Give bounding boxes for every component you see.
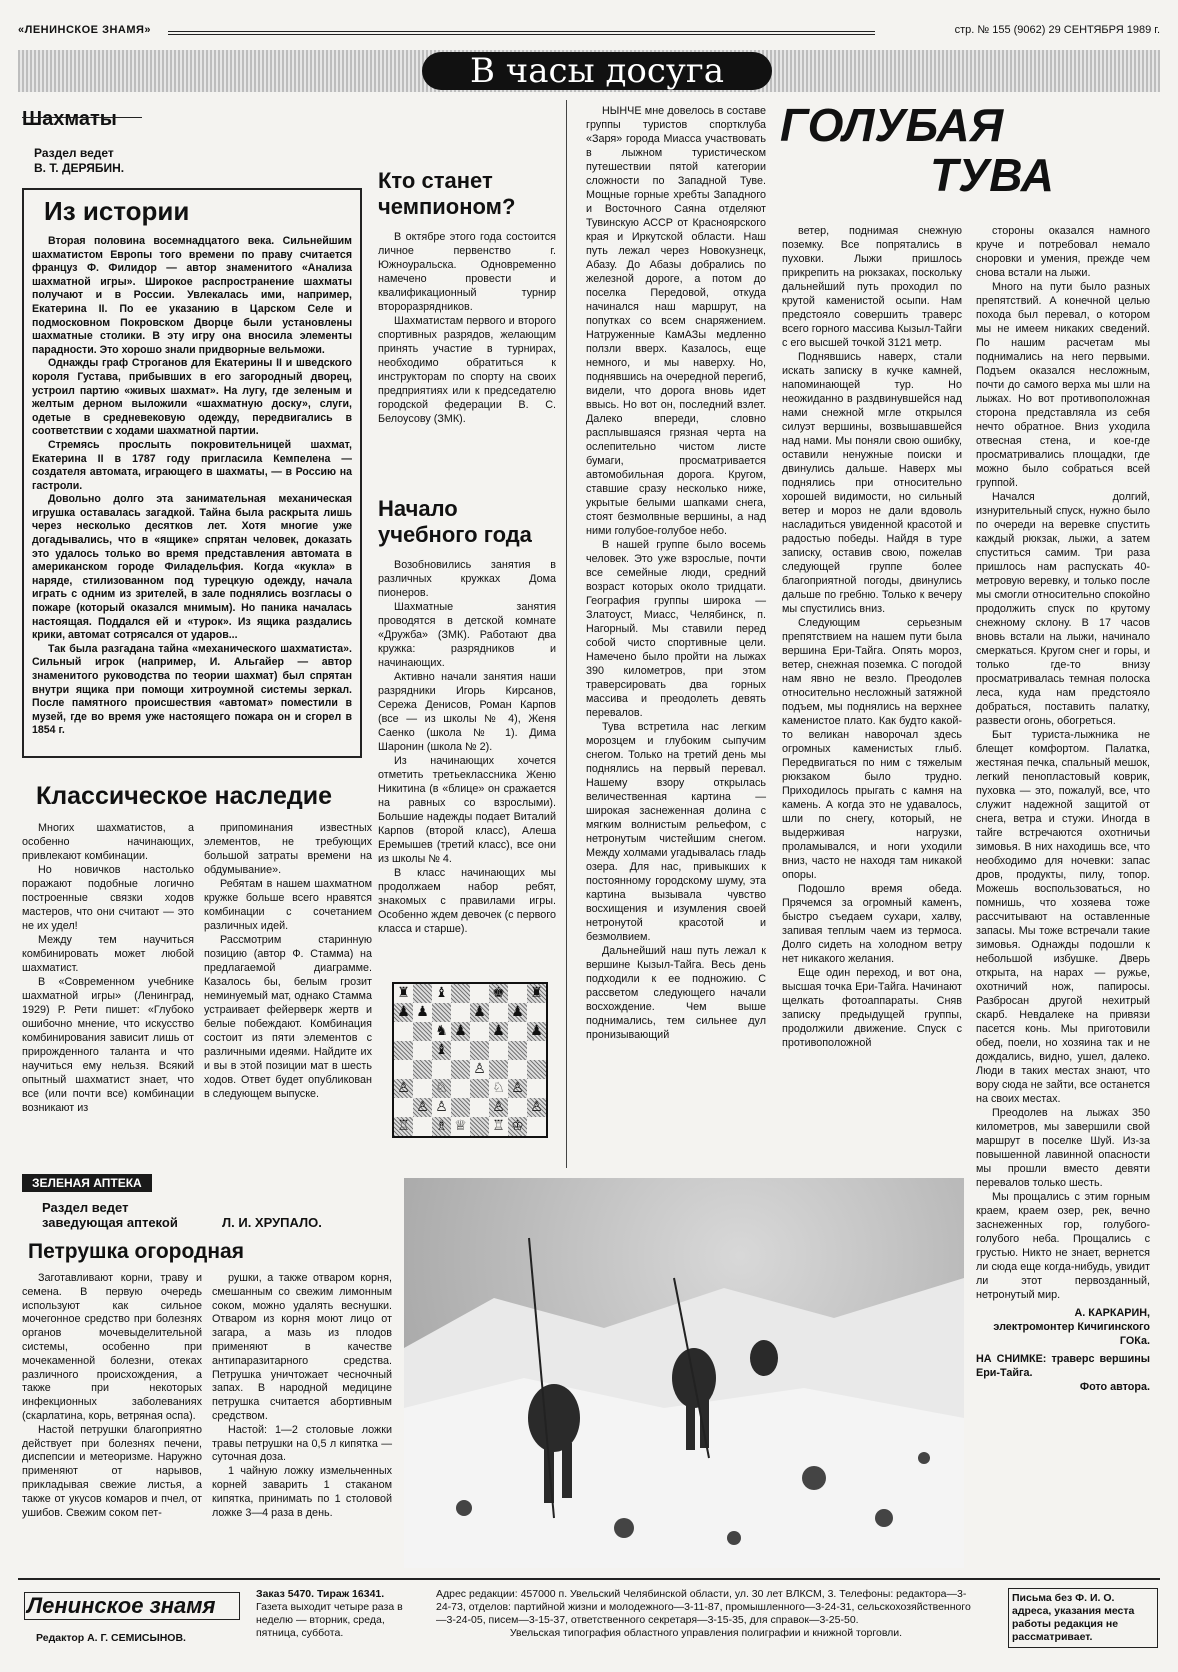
- classic-paragraph: Ребятам в нашем шахматном кружке больше всего нравятся комбинации с сочетанием различных идей.: [204, 878, 372, 932]
- board-square: ♖: [394, 1117, 413, 1136]
- board-square: ♟: [394, 1003, 413, 1022]
- pharmacy-article: [22, 1174, 392, 1520]
- tuva-paragraph: Мы прощались с этим горным краем, краем озер, рек, вечно заснеженных гор, голубого-голубого неба. Прощались с грустью. Никто не знает, вернется ли сюда еще когда-нибудь, увидит ли этот первозданный, нетронутый мир.: [976, 1191, 1150, 1301]
- chess-editor-name: В. Т. ДЕРЯБИН.: [34, 161, 125, 175]
- board-square: ♙: [394, 1079, 413, 1098]
- board-square: [508, 984, 527, 1003]
- board-square: ♜: [527, 984, 546, 1003]
- board-square: [413, 1041, 432, 1060]
- tuva-col-3: [976, 224, 1150, 1394]
- tuva-author: А. КАРКАРИН,: [1074, 1307, 1150, 1319]
- board-square: ♝: [432, 1041, 451, 1060]
- board-square: [527, 1003, 546, 1022]
- tuva-author-role: электромонтер Кичигинского ГОКа.: [993, 1321, 1150, 1347]
- board-square: [432, 1060, 451, 1079]
- board-square: ♙: [508, 1079, 527, 1098]
- school-paragraph: Активно начали занятия наши разрядники Игорь Кирсанов, Сережа Денисов, Роман Карпов (все — из школы № 4), Женя Саенко (школа № 1). Дима Шаронин (школа № 2).: [378, 671, 556, 753]
- board-square: ♟: [470, 1003, 489, 1022]
- history-paragraph: Так была разгадана тайна «механического шахматиста». Сильный игрок (например, И. Альгайер — автор знаменитого руководства по теории шахмат) был спрятан внутри ящика при помощи хитроумной системы зеркал. После памятного происшествия «автомат» поместили в музей, где во время уже настоящего пожара он и сгорел в 1854 г.: [32, 642, 352, 737]
- board-square: ♞: [432, 1022, 451, 1041]
- classic-col-left: [22, 821, 194, 1115]
- photo-illustration: [404, 1178, 964, 1568]
- board-square: ♚: [489, 984, 508, 1003]
- board-square: [413, 984, 432, 1003]
- chess-rubric: Шахматы: [22, 108, 117, 130]
- school-body: [378, 558, 556, 936]
- masthead-rule: [168, 31, 875, 35]
- board-square: [451, 1041, 470, 1060]
- skiers-photo: [404, 1178, 964, 1568]
- classic-paragraph: припоминания известных элементов, не требующих большой затраты времени на обдумывание».: [204, 822, 372, 876]
- board-square: ♙: [470, 1060, 489, 1079]
- history-box: [22, 188, 362, 758]
- board-square: [470, 1022, 489, 1041]
- footer-printer: Увельская типография областного управления полиграфии и книжной торговли.: [509, 1627, 903, 1639]
- board-square: ♕: [451, 1117, 470, 1136]
- board-square: [413, 1079, 432, 1098]
- pharmacy-editor-label: Раздел ведет заведующая аптекой: [42, 1200, 178, 1230]
- board-square: ♘: [432, 1079, 451, 1098]
- footer-print: [256, 1588, 424, 1640]
- classic-col-right: [204, 821, 372, 1115]
- history-title: Из истории: [44, 196, 190, 226]
- footer-order: Заказ 5470. Тираж 16341.: [256, 1588, 385, 1600]
- photo-credit: Фото автора.: [1079, 1381, 1150, 1393]
- tuva-paragraph: Много на пути было разных препятствий. А конечной целью похода был перевал, о котором мы не имеем никаких сведений. По нашим расчетам мы поднимались на него первыми. Подъем оказался несложным, почти до самого верха мы шли на лыжах. Но вот противоположная сторона представляла из себя нечто обратное. Вниз уходила отвесная стена, и кое-где просматривались площадки, где можно было собраться всей группой.: [976, 281, 1150, 489]
- board-square: [413, 1060, 432, 1079]
- tuva-col-1: [586, 104, 766, 1042]
- tuva-paragraph: Начался долгий, изнурительный спуск, нужно было по очереди на веревке спустить каждый рюкзак, лыжи, а затем спуститься самим. Три раза пришлось нам распускать 40-метровую веревку, и только после мы смогли относительно спокойно продолжить спуск по крутому снежному склону. В 17 часов вновь встали на лыжи, начинало смеркаться. Кругом снег и горы, и только где-то внизу просматривалась темная полоска леса, куда нам предстояло добраться, поставить палатку, развести огонь, обогреться.: [976, 491, 1150, 727]
- tuva-paragraph: Дальнейший наш путь лежал к вершине Кызыл-Тайга. Весь день подходили к ее подножию. С рассветом следующего начали восхождение. Чем выше поднимались, тем сильнее дул пронизывающий: [586, 945, 766, 1041]
- issue-info: стр. № 155 (9062) 29 СЕНТЯБРЯ 1989 г.: [954, 24, 1160, 36]
- classic-paragraph: Но новичков настолько поражают подобные логично построенные связки ходов мастеров, что они считают — это не их удел!: [22, 864, 194, 932]
- board-square: [394, 1041, 413, 1060]
- history-paragraph: Вторая половина восемнадцатого века. Сильнейшим шахматистом Европы того времени по праву считается француз Ф. Филидор — автор знаменитого «Анализа шахматной игры». Широкое распространение шахматы получают и в России. Увлекалась ими, например, Екатерина II. По ее указанию в Царском Селе и подмосковном Покровском Дворце были установлены шахматные столики. В эту игру она вносила элементы парадности. Это хорошо знали придворные вельможи.: [32, 235, 352, 356]
- champion-title: Кто станет чемпионом?: [378, 168, 516, 219]
- board-square: [470, 984, 489, 1003]
- history-body: [32, 235, 352, 738]
- tuva-paragraph: Еще один переход, и вот она, высшая точка Ери-Тайга. Начинают щелкать фотоаппараты. Сняв записку предыдущей группы, продолжили движение. Спуск с противоположной: [782, 967, 962, 1049]
- tuva-title-line2: ТУВА: [930, 149, 1054, 201]
- board-square: ♟: [451, 1022, 470, 1041]
- board-square: [394, 1060, 413, 1079]
- board-square: ♜: [394, 984, 413, 1003]
- board-square: [413, 1117, 432, 1136]
- board-square: [394, 1022, 413, 1041]
- school-title: Начало учебного года: [378, 496, 532, 547]
- history-paragraph: Однажды граф Строганов для Екатерины II и шведского короля Густава, прибывших в его загородный дворец, устроил партию «живых шахмат». На лугу, где зеленым и желтым дерном выложили «шахматную доску», слуги, одетые в средневековую одежду, передвигались в соответствии с ходами шахматной партии.: [32, 357, 352, 438]
- pharmacy-paragraph: Настой: 1—2 столовые ложки травы петрушки на 0,5 л кипятка — суточная доза.: [212, 1423, 392, 1464]
- board-square: [489, 1060, 508, 1079]
- chess-editor: [34, 146, 124, 176]
- chess-diagram: [392, 982, 548, 1138]
- footer-letters: Письма без Ф. И. О. адреса, указания места работы редакция не рассматривает.: [1008, 1588, 1158, 1648]
- board-square: [508, 1041, 527, 1060]
- column-rule: [566, 100, 567, 1168]
- board-square: [527, 1117, 546, 1136]
- pharmacy-paragraph: рушки, а также отваром корня, смешанным со свежим лимонным соком, можно удалять веснушки. Отваром из корня моют лицо от загара, а мазь из плодов применяют в качестве антипаразитарного средства. Петрушка уничтожает чесночный запах. В народной медицине петрушка считается абортивным средством.: [212, 1272, 392, 1422]
- school-paragraph: Из начинающих хочется отметить третьеклассника Женю Никитина (в «блице» он сражается на равных со взрослыми). Большие надежды подает Виталий Карпов (второй класс), Алеша Еремышев (третий класс), все они из школы № 4.: [378, 755, 556, 865]
- pharmacy-paragraph: Заготавливают корни, траву и семена. В первую очередь используют как сильное мочегонное средство при болезнях органов мочевыделительной системы, особенно при мочекаменной болезни, отеках различного происхождения, а также при некоторых инфекционных заболеваниях (скарлатина, корь, ветряная оспа).: [22, 1272, 202, 1422]
- school-paragraph: В класс начинающих мы продолжаем набор ребят, знакомых с правилами игры. Особенно ждем девочек (с первого класса и старше).: [378, 867, 556, 935]
- champion-paragraph: В октябре этого года состоится личное первенство г. Южноуральска. Одновременно намечено провести и квалификационный турнир второразрядников.: [378, 231, 556, 313]
- classic-paragraph: Многих шахматистов, а особенно начинающих, привлекают комбинации.: [22, 822, 194, 862]
- tuva-paragraph: НЫНЧЕ мне довелось в составе группы туристов спортклуба «Заря» города Миасса участвовать в лыжном туристическом путешествии пятой категории сложности по Западной Туве. Мощные горные хребты Западного и Восточного Саяна отделяют Тувинскую АССР от Красноярского края и Иркутской области. Наш путь лежал через Новокузнецк, Абазу. До Абазы добрались по железной дороге, а потом до поселка Передовой, откуда начинался наш маршрут, на попутках со всем снаряжением. Натруженные КамАЗы медленно ползли вверх. Казалось, еще немного, и мы наверху. Но, поднявшись на очередной перегиб, видели, что дорога вновь идет ввысь. Но вот он, последний взлет. Далеко впереди, словно расплывшаяся грязная черта на ослепительно чистом листе бумаги, просматривается автомобильная дорога. Кругом, ставшие сразу несколько ниже, укрытые белыми шапками снега, стоят безмолвные вершины, а над ними голубое-голубое небо.: [586, 105, 766, 537]
- paper-name: «ЛЕНИНСКОЕ ЗНАМЯ»: [18, 24, 152, 36]
- board-square: [508, 1022, 527, 1041]
- tuva-paragraph: Быт туриста-лыжника не блещет комфортом. Палатка, жестяная печка, спальный мешок, легкий пенопластовый коврик, пуховка — это, пожалуй, все, что служит надежной защитой от снега, ветра и стужи. Иногда в тайге встречаются охотничьи зимовья. В них находишь все, что необходимо для ночевки: запас дров, продукты, пилу, топор. Можешь воспользоваться, но помнишь, что хозяева тоже рассчитывают на оставленные запасы. Мы тоже встречали такие зимовья. Однажды подошли к небольшой избушке. Дверь открыта, на нарах — ружье, охотничий нож, папиросы. Разбросан другой нехитрый скарб. Невдалеке на привязи пасется конь. Мы приготовили обед, поели, но хозяина так и не дождались, видно, ушел, далеко. Люди в таких местах знают, что вору сюда не зайти, все останется на своих местах.: [976, 729, 1150, 1105]
- pharmacy-paragraph: 1 чайную ложку измельченных корней заварить 1 стаканом кипятка, принимать по 1 столовой ложке 3—4 раза в день.: [212, 1465, 392, 1519]
- board-square: [527, 1079, 546, 1098]
- classic-paragraph: Между тем научиться комбинировать может любой шахматист.: [22, 934, 194, 974]
- board-square: [470, 1079, 489, 1098]
- classic-paragraph: В «Современном учебнике шахматной игры» (Ленинград, 1929) Р. Рети пишет: «Глубоко ошибочно мнение, что искусство комбинирования зависит лишь от прирожденного таланта и что научиться ему нельзя. Всякий опытный шахматист знает, что все (или почти все) комбинации возникают из: [22, 976, 194, 1114]
- pharmacy-editor-name: Л. И. ХРУПАЛО.: [222, 1215, 322, 1230]
- board-square: ♝: [432, 984, 451, 1003]
- photo-caption: НА СНИМКЕ: траверс вершины Ери-Тайга.: [976, 1353, 1150, 1379]
- footer-address: Адрес редакции: 457000 п. Увельский Челябинской области, ул. 30 лет ВЛКСМ, 3. Телефоны: редактора—3-24-73, отделов: партийной жизни и молодежного—3-11-87, промышленного—3-24-31, сельскохозяйственного—3-24-05, писем—3-15-37, ответственного секретаря—3-15-35, для справок—3-25-50.: [436, 1588, 971, 1626]
- board-square: ♘: [489, 1079, 508, 1098]
- footer-logo: Ленинское знамя: [24, 1592, 240, 1620]
- board-square: ♟: [413, 1003, 432, 1022]
- pharmacy-paragraph: Настой петрушки благоприятно действует при болезнях печени, диспепсии и метеоризме. Наружно применяют от нарывов, прикладывая свежие листья, а также от укусов комаров и пчел, от ушибов. Свежим соком пет-: [22, 1423, 202, 1519]
- tuva-paragraph: Подошло время обеда. Прячемся за огромный каменъ, быстро съедаем сухари, халву, запивая теплым чаем из термоса. Долго сидеть на холодном ветру нет никакого желания.: [782, 883, 962, 965]
- champion-paragraph: Шахматистам первого и второго спортивных разрядов, желающим принять участие в турнирах, необходимо обратиться к инструкторам по спорту на своих предприятиях или к председателю городской федерации В. С. Белоусову (ЗМК).: [378, 315, 556, 425]
- board-square: ♙: [413, 1098, 432, 1117]
- rubric-rule: [22, 117, 142, 118]
- pharmacy-title: Петрушка огородная: [28, 1240, 244, 1263]
- footer: [18, 1578, 1160, 1650]
- school-paragraph: Возобновились занятия в различных кружках Дома пионеров.: [378, 559, 556, 599]
- board-square: [451, 1098, 470, 1117]
- board-square: [470, 1098, 489, 1117]
- footer-address-block: [436, 1588, 976, 1640]
- tuva-paragraph: Преодолев на лыжах 350 километров, мы завершили свой маршрут в поселке Шуй. Из-за повышенной лавинной опасности мы прошли вместо девяти перевалов только шесть.: [976, 1107, 1150, 1189]
- board-square: ♟: [527, 1022, 546, 1041]
- board-square: ♙: [489, 1098, 508, 1117]
- tuva-paragraph: Следующим серьезным препятствием на нашем пути была вершина Ери-Тайга. Опять мороз, ветер, снежная поземка. С погодой нам явно не везло. Преодолев относительно несложный затяжной подъем, мы поднялись на верхнее каменистое плато. Как будто какой-то великан наворочал здесь огромных каменистых глыб. Передвигаться по ним с тяжелым рюкзаком было трудно. Приходилось прыгать с камня на камень. А когда это не удавалось, шли по снегу, который, не выдерживая нагрузки, проламывался, и ноги уходили вниз, часто не находя там никакой опоры.: [782, 617, 962, 881]
- pharmacy-col-left: [22, 1272, 202, 1520]
- pharmacy-editor: [42, 1200, 392, 1230]
- board-square: ♟: [508, 1003, 527, 1022]
- board-square: [394, 1098, 413, 1117]
- board-square: [451, 1003, 470, 1022]
- tuva-paragraph: Тува встретила нас легким морозцем и глубоким сыпучим снегом. Только на третий день мы поднялись на первый перевал. Нашему взору открылась величественная картина — широкая заснеженная долина с мягким волнистым рельефом, с нетронутым чистейшим снегом. Между холмами угадывалась гладь озера. Для нас, привыкших к постоянному городскому шуму, эта картина вызывала чувство восхищения и изумления своей нетронутой красотой и безмолвием.: [586, 721, 766, 943]
- history-paragraph: Довольно долго эта занимательная механическая игрушка оставалась загадкой. Тайна была раскрыта лишь через несколько десятков лет. Хотя многие уже догадывались, что в «ящике» спрятан человек, доказать это удалось только во время представления автомата в американском городе Филадельфия. Когда «кукла» в наряде, стилизованном под турецкую одежду, начала играть с одним из зрителей, в зале поднялись возгласы о пожаре (который оказался мнимым). Но паника началась настоящая. Поддался ей и «турок». Из ящика раздались крики, автомат сотрясался от ударов...: [32, 493, 352, 642]
- board-square: ♟: [489, 1022, 508, 1041]
- history-paragraph: Стремясь прослыть покровительницей шахмат, Екатерина II в 1787 году пригласила Кемпелена — создателя автомата, играющего в шахматы, — в Россию на гастроли.: [32, 438, 352, 492]
- board-square: [527, 1041, 546, 1060]
- board-square: ♙: [432, 1098, 451, 1117]
- tuva-col-2: [782, 224, 962, 1050]
- board-square: [470, 1117, 489, 1136]
- pharmacy-rubric: ЗЕЛЕНАЯ АПТЕКА: [22, 1174, 152, 1192]
- board-square: ♖: [489, 1117, 508, 1136]
- tuva-title-line1: ГОЛУБАЯ: [780, 99, 1004, 151]
- board-square: [451, 1079, 470, 1098]
- school-paragraph: Шахматные занятия проводятся в детской комнате «Дружба» (ЗМК). Работают два кружка: разрядников и начинающих.: [378, 601, 556, 669]
- classic-paragraph: Рассмотрим старинную позицию (автор Ф. Стамма) на предлагаемой диаграмме. Казалось бы, белым грозит неминуемый мат, однако Стамма устраивает фейерверк жертв и белые побеждают. Комбинация состоит из пяти элементов с различными идеями. Найдите их и вы в этой позиции мат в шесть ходов. Ответ будет опубликован в следующем выпуске.: [204, 934, 372, 1100]
- board-square: [432, 1003, 451, 1022]
- board-square: [527, 1060, 546, 1079]
- board-square: [451, 1060, 470, 1079]
- section-band: [18, 50, 1160, 92]
- tuva-paragraph: Поднявшись наверх, стали искать записку в кучке камней, напоминающей тур. Но неожиданно в раздвинувшейся над нами снежной мгле открылся силуэт вершины, возвышавшейся над нами. Мы поняли свою ошибку, оставили ненужные поиски и двинулись дальше. Наверх мы поднялись при относительно хорошей видимости, но сильный ветер и мороз не дали вдоволь насладиться увиденной красотой и радостью победы. Найдя в туре записку, оставив свою, пожелав следующей группе более благоприятной погоды, двинулись дальше по гребню. Только к вечеру мы спустились вниз.: [782, 351, 962, 615]
- tuva-paragraph: В нашей группе было восемь человек. Это уже взрослые, почти все семейные люди, средний возраст которых около тридцати. География группы широка — Златоуст, Миасс, Челябинск, п. Нагорный. Мы ставили перед собой чисто спортивные цели. Намечено было пройти на лыжах 390 километров, при этом траверсировать два горных массива и преодолеть девять перевалов.: [586, 539, 766, 719]
- classic-article: [22, 782, 372, 1115]
- champion-body: [378, 230, 556, 426]
- masthead: [18, 22, 1160, 42]
- board-square: [451, 984, 470, 1003]
- chess-editor-label: Раздел ведет: [34, 146, 114, 160]
- board-square: [508, 1098, 527, 1117]
- pharmacy-col-right: [212, 1272, 392, 1520]
- board-square: [413, 1022, 432, 1041]
- board-square: [489, 1041, 508, 1060]
- tuva-title: [780, 100, 1054, 200]
- tuva-paragraph: ветер, поднимая снежную поземку. Все попрятались в пуховки. Лыжи пришлось прикрепить на рюкзаках, поскольку дальнейший путь проходил по крутой каменистой осыпи. Нам предстояло совершить траверс всего горного массива Кызыл-Тайги с его высшей точкой 3121 метр.: [782, 225, 962, 349]
- tuva-paragraph: стороны оказался намного круче и потребовал немало сноровки и умения, прежде чем снова встали на лыжи.: [976, 225, 1150, 279]
- classic-title: Классическое наследие: [36, 782, 333, 810]
- champion-article: [378, 168, 556, 426]
- board-square: [470, 1041, 489, 1060]
- board-square: [508, 1060, 527, 1079]
- footer-editor: Редактор А. Г. СЕМИСЫНОВ.: [36, 1632, 186, 1644]
- section-title: В часы досуга: [422, 52, 772, 90]
- school-article: [378, 496, 556, 936]
- board-square: [489, 1003, 508, 1022]
- footer-schedule: Газета выходит четыре раза в неделю — вторник, среда, пятница, суббота.: [256, 1601, 403, 1639]
- board-square: ♔: [508, 1117, 527, 1136]
- board-square: ♙: [527, 1098, 546, 1117]
- board-square: ♗: [432, 1117, 451, 1136]
